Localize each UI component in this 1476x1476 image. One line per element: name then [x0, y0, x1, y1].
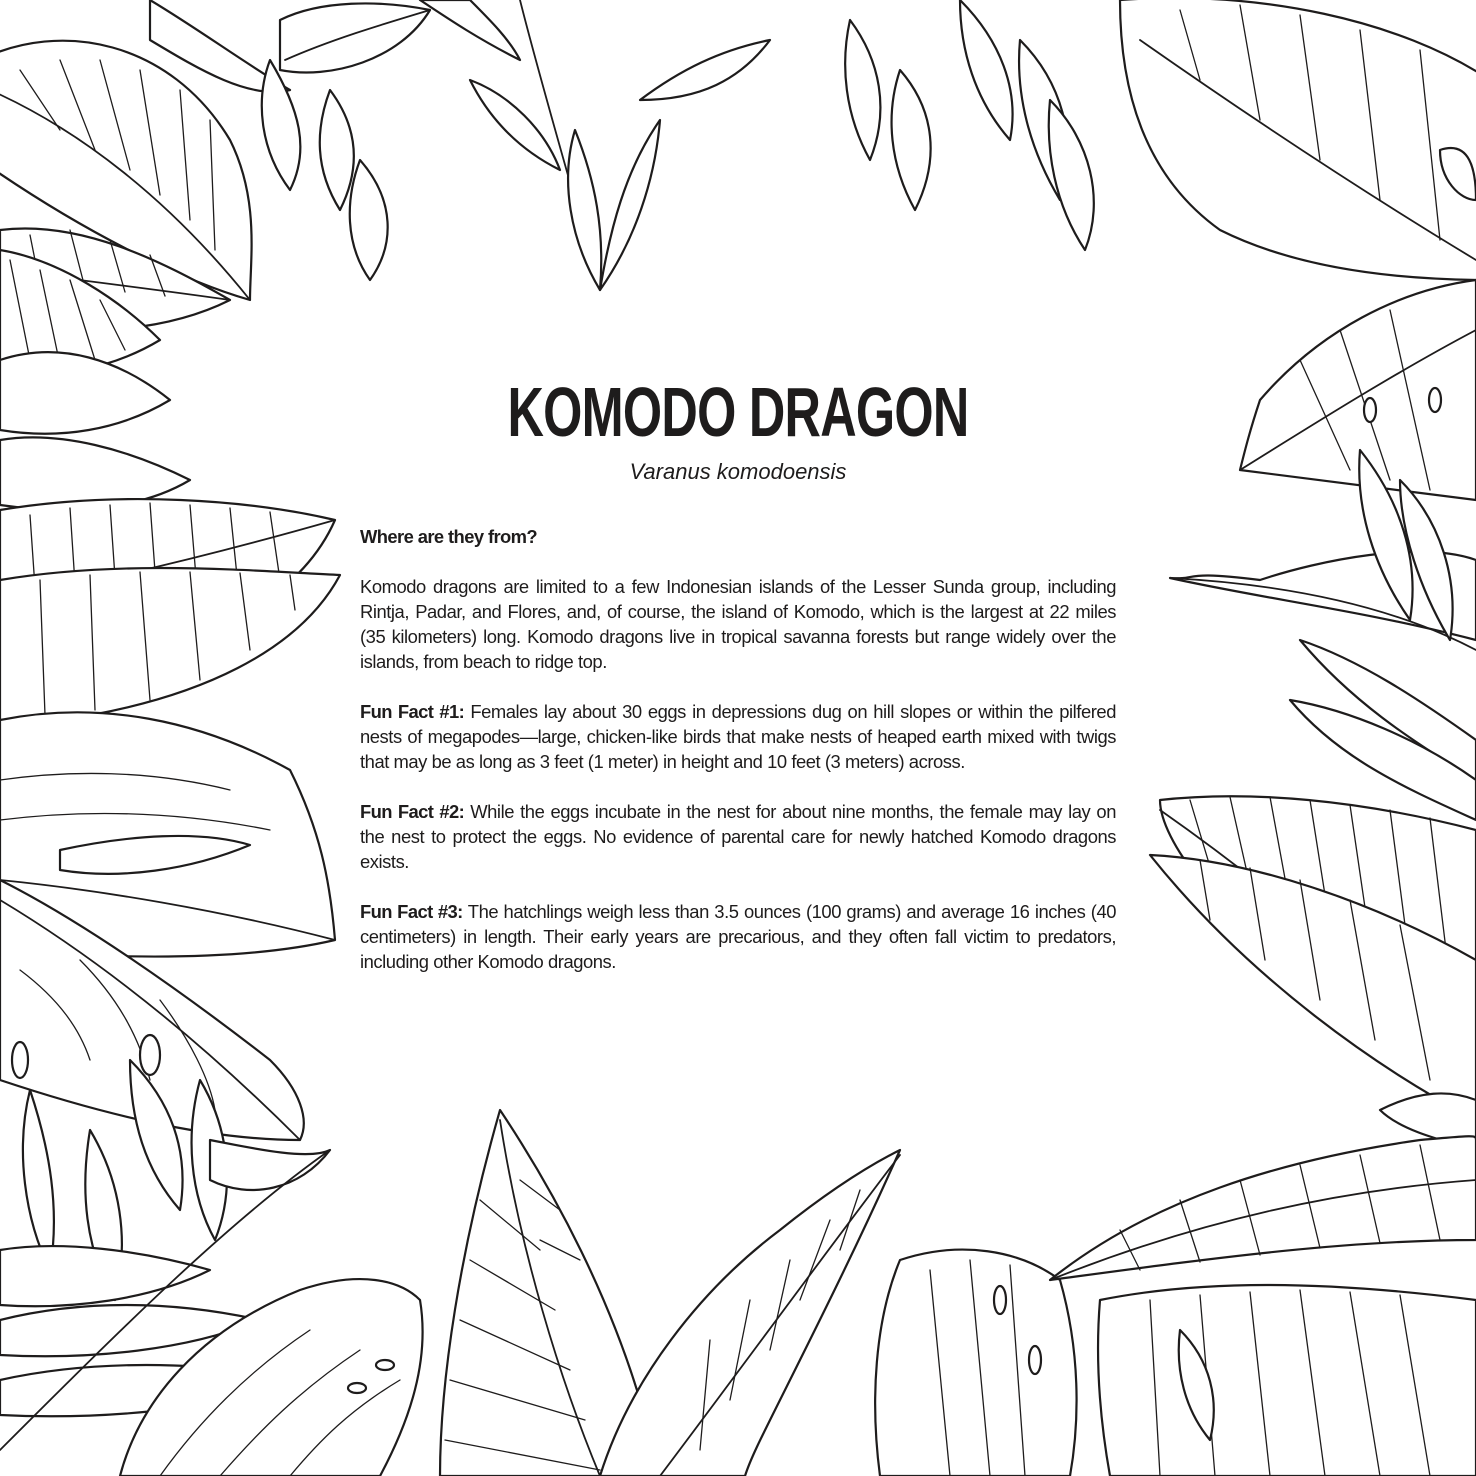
fun-fact-2-text: While the eggs incubate in the nest for about nine months, the female may lay on the nest to protect the eggs. No evidence of parental care for newly hatched Komodo dragons exists.	[360, 801, 1116, 872]
section-heading	[360, 524, 1116, 549]
body-text	[360, 524, 1116, 974]
intro-paragraph: Komodo dragons are limited to a few Indonesian islands of the Lesser Sunda group, including Rintja, Padar, and Flores, and, of course, the island of Komodo, which is the largest at 22 miles (35 kilometers) long. Komodo dragons live in tropical savanna forests but range widely over the islands, from beach to ridge top.	[360, 576, 1116, 672]
fun-fact-3-text: The hatchlings weigh less than 3.5 ounces (100 grams) and average 16 inches (40 centimeters) in length. Their early years are precarious, and they often fall victim to predators, including other Komodo dragons.	[360, 901, 1116, 972]
right-leaves	[1150, 280, 1476, 1150]
fun-fact-3	[360, 899, 1116, 974]
fun-fact-2	[360, 799, 1116, 874]
info-card	[360, 372, 1116, 999]
fun-fact-3-label: Fun Fact #3:	[360, 901, 463, 922]
heading-where: Where are they from?	[360, 526, 538, 547]
fun-fact-1	[360, 699, 1116, 774]
page-title: KOMODO DRAGON	[507, 373, 969, 451]
fun-fact-2-label: Fun Fact #2:	[360, 801, 465, 822]
scientific-name: Varanus komodoensis	[629, 459, 847, 484]
fun-fact-1-text: Females lay about 30 eggs in depressions dug on hill slopes or within the pilfered nests of megapodes—large, chicken-like birds that make nests of heaped earth mixed with twigs that may be as long as 3 feet (1 meter) in height and 10 feet (3 meters) across.	[360, 701, 1116, 772]
top-leaves	[0, 0, 1476, 330]
fun-fact-1-label: Fun Fact #1:	[360, 701, 465, 722]
left-leaves	[0, 250, 340, 1140]
